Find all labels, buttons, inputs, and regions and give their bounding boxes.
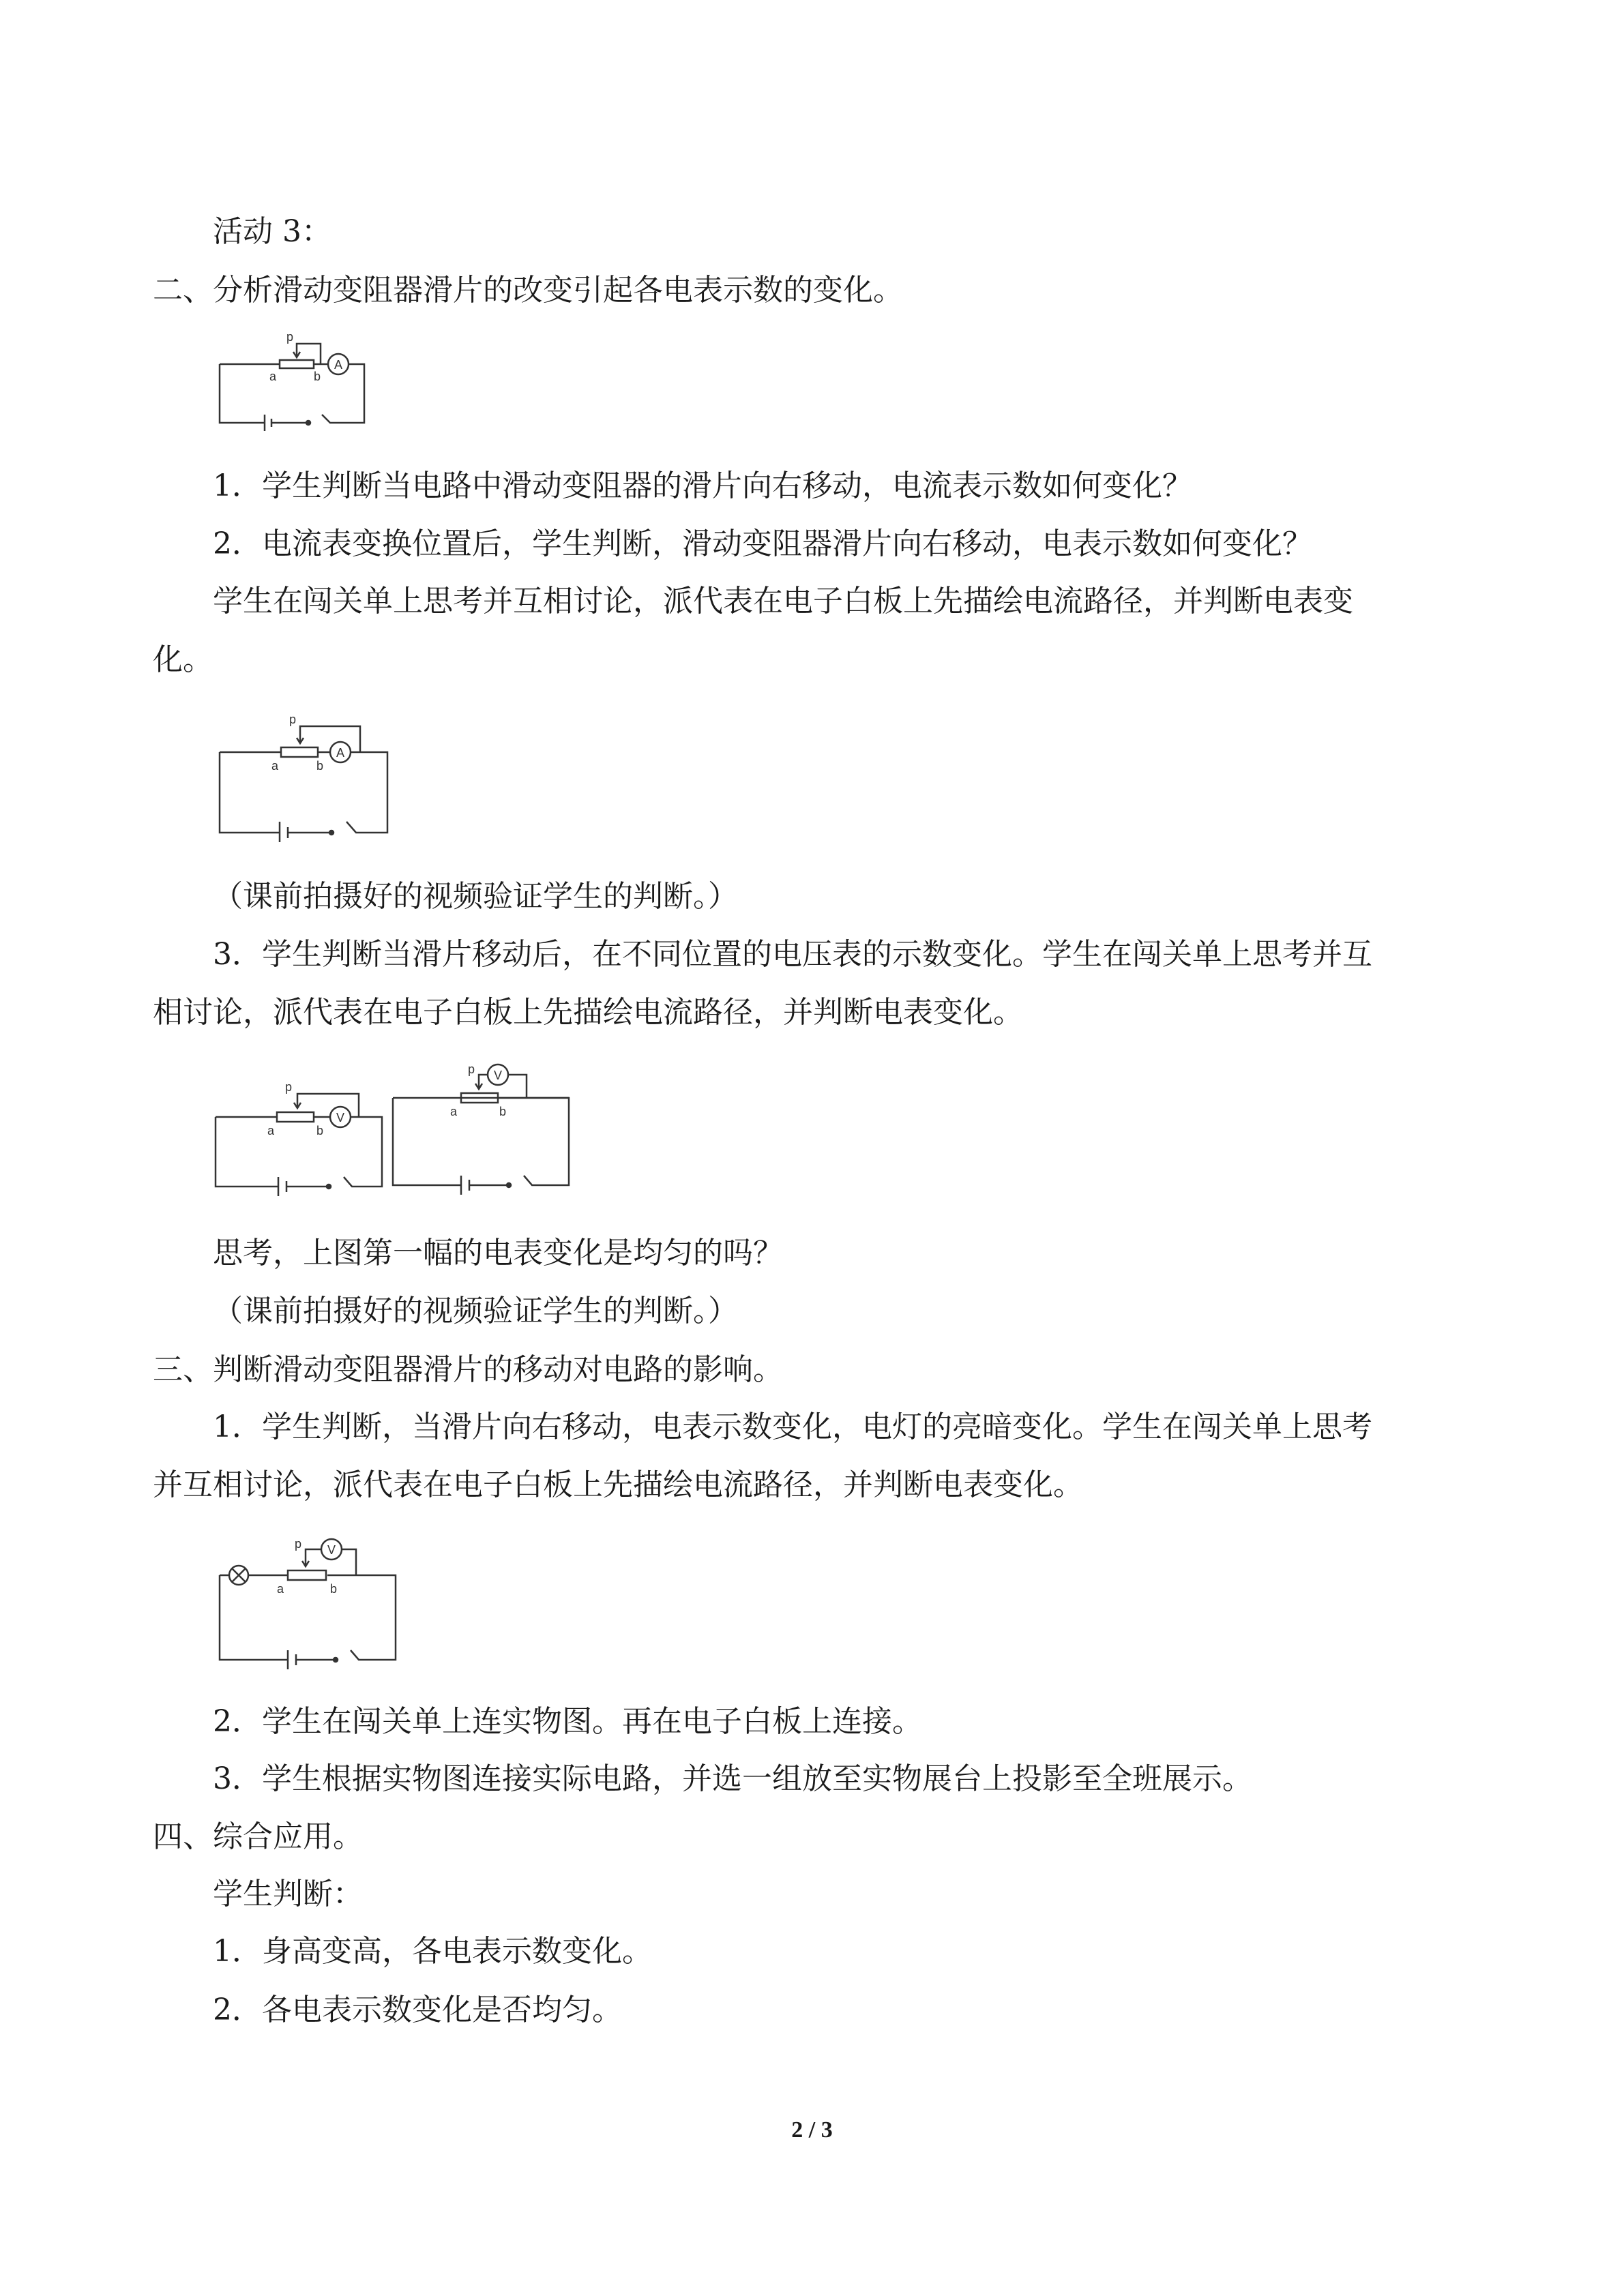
video-note-1: （课前拍摄好的视频验证学生的判断。） bbox=[213, 879, 738, 914]
end-label-a: a bbox=[277, 1582, 284, 1596]
section-3-question-3: 3．学生根据实物图连接实际电路，并选一组放至实物展台上投影至全班展示。 bbox=[213, 1761, 1252, 1796]
think-question: 思考，上图第一幅的电表变化是均匀的吗？ bbox=[213, 1236, 783, 1270]
ammeter-label: A bbox=[336, 746, 345, 760]
ammeter-label: A bbox=[334, 358, 343, 372]
section-2-question-3-cont: 相讨论，派代表在电子白板上先描绘电流路径，并判断电表变化。 bbox=[153, 995, 1023, 1030]
video-note-2: （课前拍摄好的视频验证学生的判断。） bbox=[213, 1294, 738, 1328]
end-label-b: b bbox=[314, 370, 321, 383]
end-label-a: a bbox=[267, 1124, 275, 1137]
voltmeter-label: V bbox=[336, 1111, 345, 1124]
section-3-heading: 三、判断滑动变阻器滑片的移动对电路的影响。 bbox=[153, 1352, 783, 1387]
section-3-question-2: 2．学生在闯关单上连实物图。再在电子白板上连接。 bbox=[213, 1704, 922, 1739]
section-4-heading: 四、综合应用。 bbox=[153, 1819, 363, 1854]
voltmeter-label: V bbox=[327, 1543, 336, 1557]
end-label-b: b bbox=[499, 1105, 507, 1118]
circuit-diagram-2 bbox=[217, 713, 394, 849]
voltmeter-label: V bbox=[494, 1069, 503, 1082]
section-4-question-2: 2．各电表示数变化是否均匀。 bbox=[213, 1993, 622, 2027]
section-2-heading: 二、分析滑动变阻器滑片的改变引起各电表示数的变化。 bbox=[153, 273, 903, 308]
page-number: 2 / 3 bbox=[791, 2117, 833, 2143]
slider-label-p: p bbox=[295, 1537, 302, 1551]
activity-label: 活动 3： bbox=[213, 214, 331, 249]
section-2-question-1: 1．学生判断当电路中滑动变阻器的滑片向右移动，电流表示数如何变化？ bbox=[213, 468, 1192, 503]
section-2-question-3: 3．学生判断当滑片移动后，在不同位置的电压表的示数变化。学生在闯关单上思考并互 bbox=[213, 937, 1372, 972]
students-judge-label: 学生判断： bbox=[213, 1877, 363, 1911]
end-label-b: b bbox=[330, 1582, 338, 1596]
circuit-diagram-3b bbox=[390, 1058, 574, 1195]
section-3-question-1: 1．学生判断，当滑片向右移动，电表示数变化，电灯的亮暗变化。学生在闯关单上思考 bbox=[213, 1410, 1372, 1444]
end-label-a: a bbox=[450, 1105, 458, 1118]
circuit-diagram-1 bbox=[217, 326, 367, 428]
section-2-question-2: 2．电流表变换位置后，学生判断，滑动变阻器滑片向右移动，电表示数如何变化？ bbox=[213, 526, 1312, 561]
slider-label-p: p bbox=[289, 713, 297, 726]
section-3-question-1-cont: 并互相讨论，派代表在电子白板上先描绘电流路径，并判断电表变化。 bbox=[153, 1467, 1083, 1502]
section-4-question-1: 1．身高变高，各电表示数变化。 bbox=[213, 1934, 652, 1969]
circuit-diagram-3a bbox=[213, 1071, 390, 1193]
slider-label-p: p bbox=[285, 1080, 293, 1094]
end-label-b: b bbox=[316, 759, 324, 773]
end-label-b: b bbox=[316, 1124, 324, 1137]
section-2-discussion-cont: 化。 bbox=[153, 642, 213, 677]
circuit-diagram-4 bbox=[217, 1533, 401, 1669]
end-label-a: a bbox=[269, 370, 277, 383]
section-2-discussion: 学生在闯关单上思考并互相讨论，派代表在电子白板上先描绘电流路径，并判断电表变 bbox=[213, 584, 1353, 618]
slider-label-p: p bbox=[286, 330, 294, 344]
end-label-a: a bbox=[271, 759, 279, 773]
slider-label-p: p bbox=[468, 1062, 475, 1076]
